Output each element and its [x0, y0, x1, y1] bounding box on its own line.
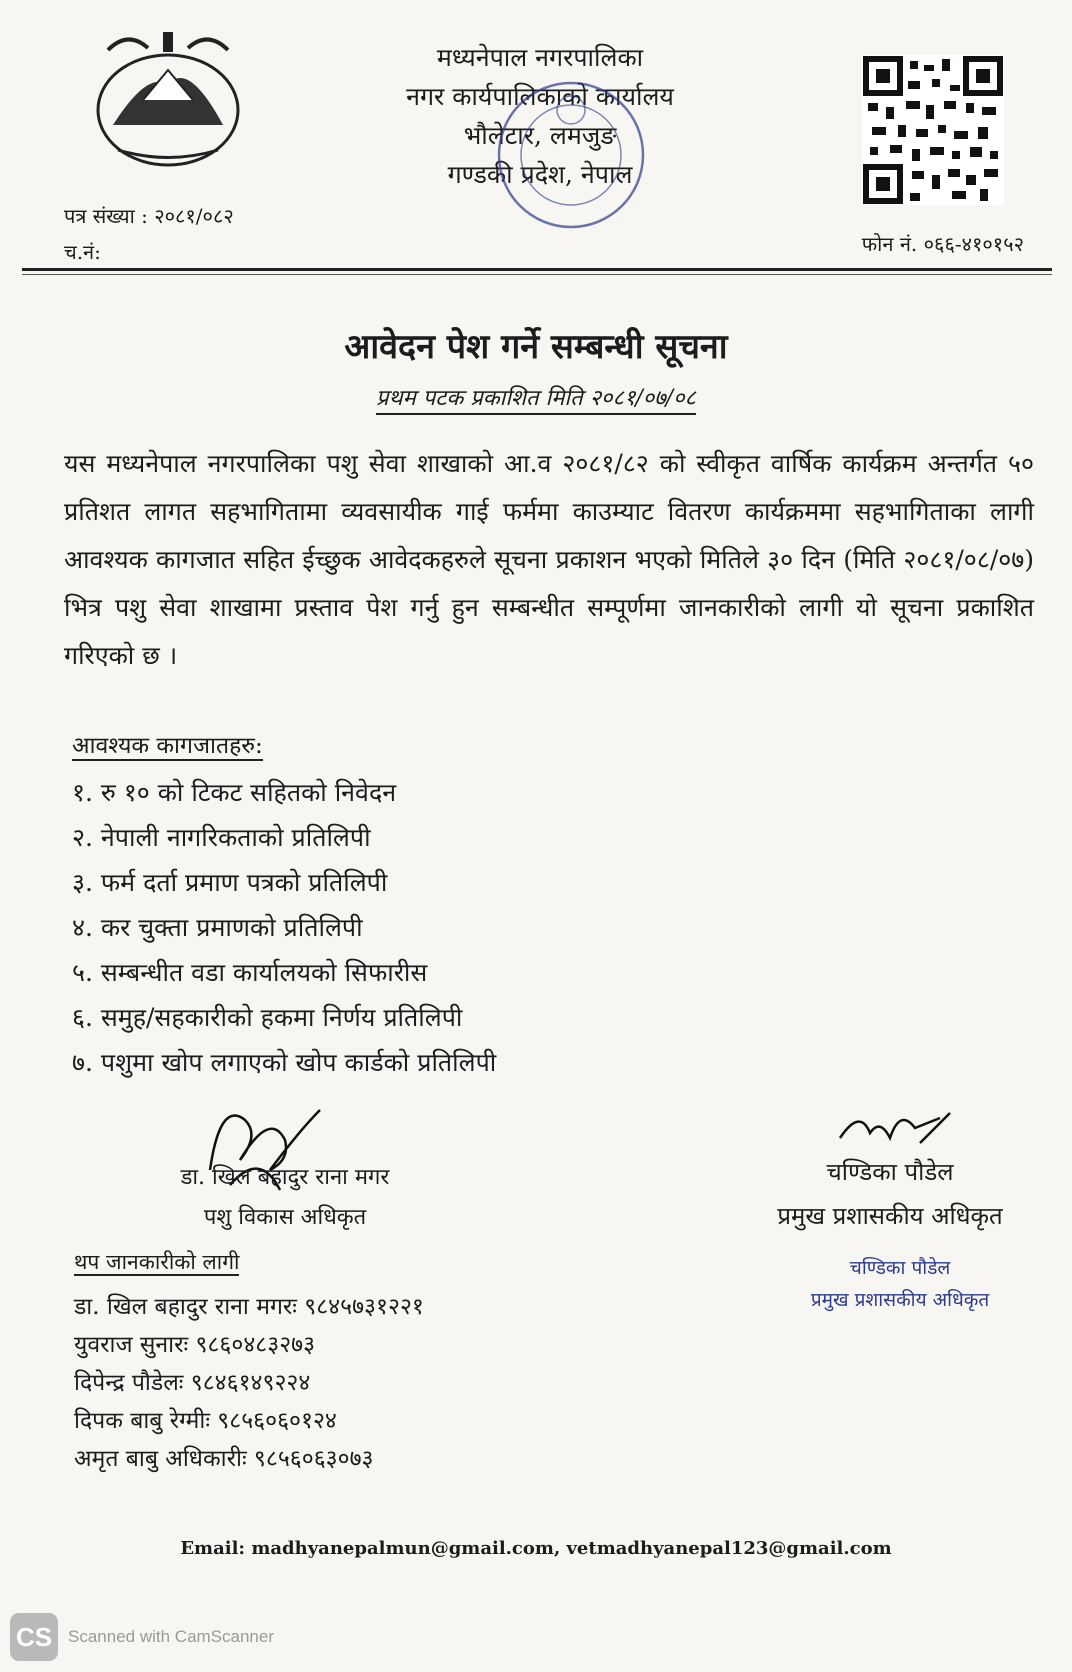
- doc-item: ३. फर्म दर्ता प्रमाण पत्रको प्रतिलिपी: [72, 868, 388, 897]
- doc-item: ४. कर चुक्ता प्रमाणको प्रतिलिपी: [72, 913, 363, 942]
- contact-item: युवराज सुनारः ९८६०४८३२७३: [74, 1332, 316, 1358]
- office-seal-icon: [476, 70, 666, 240]
- docs-heading-text: आवश्यक कागजातहरु:: [72, 733, 263, 759]
- docs-heading: [72, 728, 263, 760]
- scanner-text: Scanned with CamScanner: [68, 1627, 275, 1646]
- required-docs-list: [72, 770, 496, 1085]
- contacts-heading-text: थप जानकारीको लागी: [74, 1250, 240, 1274]
- office-line-1: मध्यनेपाल नगरपालिका: [436, 43, 644, 72]
- header-divider-thin: [22, 274, 1052, 275]
- scanner-watermark: [10, 1612, 274, 1662]
- right-signatory-title: प्रमुख प्रशासकीय अधिकृत: [777, 1202, 1003, 1230]
- right-name-stamp: [770, 1252, 1030, 1316]
- email-line: Email: madhyanepalmun@gmail.com, vetmadhyanepal123@gmail.com: [180, 1538, 892, 1559]
- doc-item: ५. सम्बन्धीत वडा कार्यालयको सिफारीस: [72, 958, 428, 987]
- letter-meta: [64, 198, 234, 270]
- publish-date: प्रथम पटक प्रकाशित मिति २०८१/०७/०८: [376, 386, 696, 415]
- left-signatory: [150, 1158, 420, 1238]
- doc-item: ६. समुह/सहकारीको हकमा निर्णय प्रतिलिपी: [72, 1003, 463, 1032]
- phone-number: फोन नं. ०६६-४१०१५२: [861, 232, 1024, 256]
- contact-item: डा. खिल बहादुर राना मगरः ९८४५७३१२२१: [74, 1294, 424, 1320]
- letter-number: पत्र संख्या : २०८१/०८२: [64, 204, 234, 228]
- stamp-title: प्रमुख प्रशासकीय अधिकृत: [810, 1289, 990, 1311]
- office-line-3: भौलेटार, लमजुङ: [463, 121, 617, 150]
- contact-item: दिपक बाबु रेग्मीः ९८५६०६०१२४: [74, 1408, 337, 1434]
- contacts-list: [74, 1288, 424, 1478]
- left-signatory-title: पशु विकास अधिकृत: [203, 1205, 367, 1230]
- right-signatory-name: चण्डिका पौडेल: [826, 1158, 954, 1186]
- doc-item: १. रु १० को टिकट सहितको निवेदन: [72, 778, 397, 807]
- nepal-emblem-icon: [88, 30, 248, 170]
- notice-subtitle: [0, 382, 1072, 412]
- right-signature-icon: [830, 1098, 960, 1158]
- dispatch-number: च.नं:: [64, 240, 101, 264]
- office-line-2: नगर कार्यपालिकाको कार्यालय: [406, 82, 674, 111]
- doc-item: २. नेपाली नागरिकताको प्रतिलिपी: [72, 823, 371, 852]
- stamp-name: चण्डिका पौडेल: [849, 1257, 951, 1279]
- contact-item: दिपेन्द्र पौडेलः ९८४६१४९२२४: [74, 1370, 311, 1396]
- doc-item: ७. पशुमा खोप लगाएको खोप कार्डको प्रतिलिपी: [72, 1048, 497, 1077]
- office-line-4: गण्डकी प्रदेश, नेपाल: [447, 160, 633, 189]
- notice-title: आवेदन पेश गर्ने सम्बन्धी सूचना: [344, 327, 728, 367]
- contact-item: अमृत बाबु अधिकारीः ९८५६०६३०७३: [74, 1446, 374, 1472]
- qr-code-icon: [862, 55, 1004, 205]
- right-signatory: [740, 1150, 1040, 1238]
- notice-body: यस मध्यनेपाल नगरपालिका पशु सेवा शाखाको आ.व २०८१/८२ को स्वीकृत वार्षिक कार्यक्रम अन्तर्गत ५० प्रतिशत लागत सहभागितामा व्यवसायीक गाई फर्ममा काउम्याट वितरण कार्यक्रममा सहभागिताका लागी आवश्यक कागजात सहित ईच्छुक आवेदकहरुले सूचना प्रकाशन भएको मितिले ३० दिन (मिति २०८१/०८/०७) भित्र पशु सेवा शाखामा प्रस्ताव पेश गर्नु हुन सम्बन्धीत सम्पूर्णमा जानकारीको लागी यो सूचना प्रकाशित गरिएको छ ।: [64, 449, 1034, 670]
- camscanner-logo-icon: CS: [10, 1613, 58, 1661]
- contacts-heading: [74, 1248, 239, 1276]
- left-signatory-name: डा. खिल बहादुर राना मगर: [180, 1165, 390, 1190]
- header-divider: [22, 268, 1052, 271]
